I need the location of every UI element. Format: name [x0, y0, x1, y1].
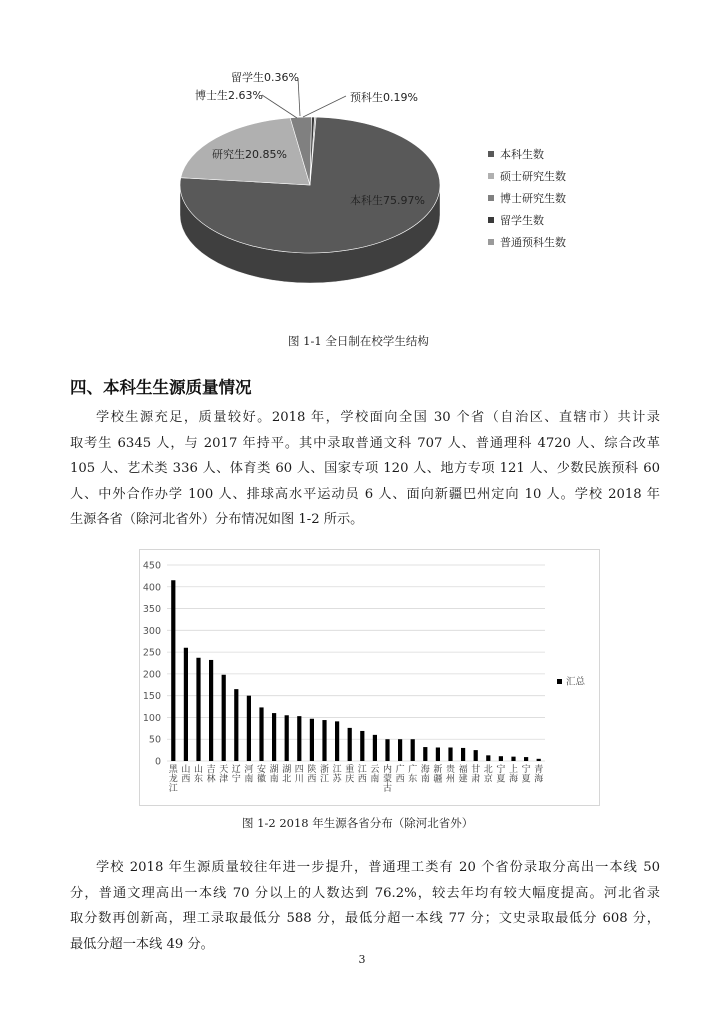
x-tick-label: 甘肃 — [471, 765, 481, 785]
x-tick-label: 江苏 — [332, 765, 342, 785]
bar-8 — [272, 713, 276, 761]
bar-7 — [259, 707, 263, 761]
bar-20 — [423, 747, 427, 761]
bar-10 — [297, 716, 301, 761]
legend-swatch — [488, 195, 494, 201]
bar-15 — [360, 731, 364, 761]
x-tick-label: 新疆 — [433, 765, 443, 785]
x-tick-label: 山东 — [193, 765, 204, 785]
legend-label: 普通预科生数 — [500, 236, 566, 249]
x-tick-label: 辽宁 — [231, 765, 241, 785]
paragraph-line: 人、中外合作办学 100 人、排球高水平运动员 6 人、面向新疆巴州定向 10 人。学校 2018 年 — [70, 486, 660, 502]
bar-17 — [385, 739, 389, 761]
bar-24 — [474, 750, 478, 761]
y-tick-label: 150 — [142, 691, 161, 703]
paragraph-line: 取分数再创新高，理工录取最低分 588 分，最低分超一本线 77 分；文史录取最低分 608 分， — [70, 911, 660, 926]
legend-swatch — [557, 679, 562, 684]
bar-27 — [511, 757, 515, 761]
x-tick-label: 陕西 — [307, 765, 317, 785]
legend-item-foreign — [488, 212, 544, 228]
bar-16 — [373, 735, 377, 761]
pie-label-undergrad: 本科生75.97% — [350, 194, 425, 207]
x-tick-label: 吉林 — [206, 765, 216, 785]
pie-label-phd: 博士生2.63% — [195, 89, 263, 102]
pie-label-prep: 预科生0.19% — [350, 91, 418, 104]
bar-12 — [322, 720, 326, 761]
x-tick-label: 天津 — [219, 765, 229, 785]
bar-28 — [524, 757, 528, 761]
bar-11 — [310, 719, 314, 761]
bar-19 — [411, 739, 415, 761]
y-tick-label: 450 — [142, 560, 161, 572]
y-tick-label: 100 — [142, 712, 161, 724]
bar-26 — [499, 756, 503, 761]
bar-chart-frame — [139, 549, 600, 806]
bar-2 — [196, 658, 200, 761]
paragraph-2 — [70, 855, 660, 957]
bar-4 — [222, 675, 226, 761]
y-tick-label: 400 — [142, 582, 161, 594]
pie-caption: 图 1-1 全日制在校学生结构 — [288, 334, 429, 348]
x-tick-label: 湖北 — [282, 765, 292, 785]
section-heading: 四、本科生生源质量情况 — [70, 378, 252, 397]
x-tick-label: 北京 — [483, 765, 493, 785]
bar-13 — [335, 721, 339, 761]
x-tick-label: 福建 — [458, 765, 468, 785]
bar-25 — [486, 755, 490, 761]
bar-3 — [209, 660, 213, 761]
x-tick-label: 湖南 — [269, 765, 279, 785]
legend-swatch — [488, 151, 494, 157]
legend-item-prep — [488, 234, 566, 250]
x-tick-label: 内蒙古 — [382, 765, 393, 794]
x-tick-label: 青海 — [534, 765, 544, 785]
bar-14 — [348, 728, 352, 761]
x-tick-label: 重庆 — [345, 765, 355, 785]
bar-chart — [140, 550, 599, 805]
bar-18 — [398, 739, 402, 761]
y-tick-label: 250 — [142, 647, 161, 659]
pie-label-foreign: 留学生0.36% — [231, 71, 299, 84]
page-number: 3 — [358, 953, 366, 966]
bar-6 — [247, 696, 251, 761]
legend-label: 本科生数 — [500, 148, 544, 161]
pie-label-master: 研究生20.85% — [212, 148, 287, 161]
x-tick-label: 江西 — [357, 765, 367, 785]
paragraph-1 — [70, 405, 660, 533]
legend-swatch — [488, 173, 494, 179]
bar-9 — [285, 715, 289, 761]
bar-23 — [461, 748, 465, 761]
y-tick-label: 200 — [142, 669, 161, 681]
legend-swatch — [488, 217, 494, 223]
bar-caption: 图 1-2 2018 年生源各省分布（除河北省外） — [242, 816, 474, 830]
y-tick-label: 300 — [142, 625, 161, 637]
bar-1 — [184, 648, 188, 761]
legend-label: 汇总 — [566, 676, 586, 688]
paragraph-line: 学校 2018 年生源质量较往年进一步提升，普通理工类有 20 个省份录取分高出一本线 50 — [96, 860, 660, 875]
paragraph-line: 生源各省（除河北省外）分布情况如图 1-2 所示。 — [70, 512, 364, 527]
bar-22 — [448, 747, 452, 761]
x-tick-label: 宁夏 — [496, 765, 506, 785]
bar-5 — [234, 689, 238, 761]
x-tick-label: 广西 — [395, 765, 405, 785]
paragraph-line: 最低分超一本线 49 分。 — [70, 936, 214, 952]
x-tick-label: 山西 — [181, 765, 191, 785]
x-tick-label: 河南 — [244, 765, 254, 785]
x-tick-label: 安徽 — [256, 765, 267, 785]
paragraph-line: 分，普通文理高出一本线 70 分以上的人数达到 76.2%，较去年均有较大幅度提高。河北省录 — [70, 885, 660, 901]
legend-swatch — [488, 239, 494, 245]
x-tick-label: 海南 — [420, 765, 430, 785]
pie-chart — [0, 0, 724, 340]
legend-label: 留学生数 — [500, 214, 544, 227]
x-tick-label: 黑龙江 — [168, 765, 178, 794]
x-tick-label: 上海 — [508, 765, 519, 785]
bar-29 — [537, 759, 541, 761]
legend-item-undergrad — [488, 146, 544, 162]
y-tick-label: 350 — [142, 604, 161, 616]
legend-label: 博士研究生数 — [500, 192, 566, 205]
y-tick-label: 0 — [154, 756, 161, 768]
x-tick-label: 贵州 — [445, 765, 456, 785]
paragraph-line: 105 人、艺术类 336 人、体育类 60 人、国家专项 120 人、地方专项 121 人、少数民族预科 60 — [70, 461, 660, 476]
x-tick-label: 四川 — [294, 765, 304, 785]
bar-0 — [171, 580, 175, 761]
bar-21 — [436, 747, 440, 761]
x-tick-label: 广东 — [408, 765, 418, 785]
paragraph-line: 取考生 6345 人，与 2017 年持平。其中录取普通文科 707 人、普通理科 4720 人、综合改革 — [70, 435, 660, 451]
x-tick-label: 云南 — [370, 765, 380, 785]
x-tick-label: 浙江 — [319, 765, 330, 785]
legend-item-phd — [488, 190, 566, 206]
legend-item-master — [488, 168, 566, 184]
legend-label: 硕士研究生数 — [500, 170, 566, 183]
x-tick-label: 宁夏 — [521, 765, 531, 785]
y-tick-label: 50 — [148, 734, 161, 746]
paragraph-line: 学校生源充足，质量较好。2018 年，学校面向全国 30 个省（自治区、直辖市）共计录 — [96, 410, 660, 425]
